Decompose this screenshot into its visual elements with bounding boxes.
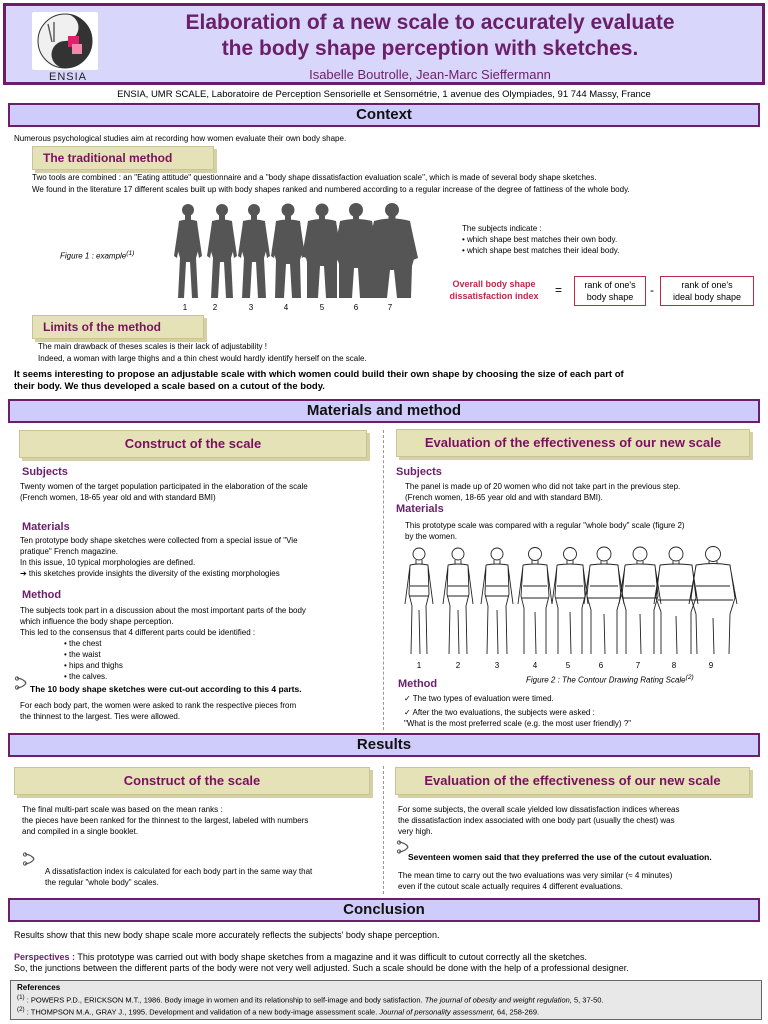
list-item-calves: • the calves. xyxy=(64,672,108,681)
fig2-num-9: 9 xyxy=(708,661,714,670)
section-materials-method: Materials and method xyxy=(8,399,760,423)
left-subjects-p2: (French women, 18-65 year old and with standard BMI) xyxy=(20,493,216,502)
cutout-statement: The 10 body shape sketches were cut-out according to this 4 parts. xyxy=(30,684,302,694)
fig2-num-5: 5 xyxy=(565,661,571,670)
traditional-p1: Two tools are combined : an "Eating attitude" questionnaire and a "body shape dissatisfaction evaluation scale", which is made of several body shape sketches. xyxy=(32,173,597,182)
results-right-time xyxy=(398,870,764,892)
logo-text: ENSIA xyxy=(48,71,87,83)
references-box xyxy=(10,980,762,1020)
authors: Isabelle Boutrolle, Jean-Marc Sieffermann xyxy=(309,67,551,82)
list-item-hips: • hips and thighs xyxy=(64,661,123,670)
left-materials-p1: Ten prototype body shape sketches were collected from a special issue of "Vie xyxy=(20,536,298,545)
left-rank-p1: For each body part, the women were asked to rank the respective pieces from xyxy=(20,701,297,710)
results-left-p5: the regular "whole body" scales. xyxy=(45,878,159,887)
reference-1: $^{(1)}$ : POWERS P.D., ERICKSON M.T., 1986. Body image in women and its relationship to self-image and body satisfaction. The journal of obesity and weight regulation, 5, 37-50. xyxy=(17,993,604,1004)
tab-construct-scale: Construct of the scale xyxy=(19,430,367,458)
right-subjects-heading: Subjects xyxy=(396,466,442,478)
subjects-indicate-item2: • which shape best matches their ideal body. xyxy=(462,246,620,255)
left-materials-heading: Materials xyxy=(22,521,70,533)
right-method-item2: ✓ After the two evaluations, the subjects were asked : xyxy=(404,708,595,717)
section-conclusion: Conclusion xyxy=(8,898,760,922)
left-materials-text xyxy=(20,535,380,579)
title-line-2: the body shape perception with sketches. xyxy=(221,37,639,60)
formula-box-body-shape xyxy=(574,276,646,306)
conclusion-p1: Results show that this new body shape scale more accurately reflects the subjects' body shape perception. xyxy=(14,930,440,940)
column-divider-materials xyxy=(383,430,384,730)
subjects-indicate-item1: • which shape best matches their own body. xyxy=(462,235,618,244)
right-materials-p2: by the women. xyxy=(405,532,458,541)
results-right-text xyxy=(398,804,764,837)
formula-label-line1: Overall body shape xyxy=(452,279,536,289)
results-right-p5: even if the cutout scale actually requires 4 different evaluations. xyxy=(398,882,623,891)
subjects-indicate-head: The subjects indicate : xyxy=(462,224,542,233)
ensia-logo xyxy=(32,12,98,70)
left-method-p2: which influence the body shape perception. xyxy=(20,617,174,626)
perspectives-label: Perspectives : xyxy=(14,952,76,962)
references-heading: References xyxy=(17,983,61,992)
list-item-chest: • the chest xyxy=(64,639,102,648)
subjects-indicate xyxy=(462,223,762,256)
formula-box1-line2: body shape xyxy=(586,292,634,302)
context-intro: Numerous psychological studies aim at recording how women evaluate their own body shape. xyxy=(14,134,347,143)
left-method-text xyxy=(20,605,380,638)
limits-p2: Indeed, a woman with large thighs and a thin chest would hardly identify herself on the scale. xyxy=(38,354,367,363)
figure1-caption: Figure 1 : example$^{(1)}$ xyxy=(60,250,135,261)
left-method-p1: The subjects took part in a discussion about the most important parts of the body xyxy=(20,606,306,615)
section-results: Results xyxy=(8,733,760,757)
results-left-index xyxy=(45,866,385,888)
figure1-silhouettes xyxy=(168,200,418,312)
formula-equals: = xyxy=(555,283,563,297)
results-left-p3: and compiled in a single booklet. xyxy=(22,827,139,836)
fig1-num-7: 7 xyxy=(387,303,393,312)
results-right-p1: For some subjects, the overall scale yielded low dissatisfaction indices whereas xyxy=(398,805,680,814)
formula-box1-line1: rank of one's xyxy=(584,280,636,290)
figure2-caption: Figure 2 : The Contour Drawing Rating Scale$^{(2)}$ xyxy=(526,674,694,685)
right-materials-heading: Materials xyxy=(396,503,444,515)
formula-box-ideal-shape xyxy=(660,276,754,306)
fig1-num-4: 4 xyxy=(283,303,289,312)
fig2-num-1: 1 xyxy=(416,661,422,670)
results-right-p2: the dissatisfaction index associated with one body part (usually the chest) was xyxy=(398,816,675,825)
formula-label-line2: dissatisfaction index xyxy=(449,291,539,301)
scissors-icon-2 xyxy=(22,852,36,866)
fig2-num-4: 4 xyxy=(532,661,538,670)
tab-results-evaluation: Evaluation of the effectiveness of our new scale xyxy=(395,767,750,795)
scissors-icon xyxy=(14,676,28,690)
tab-results-construct: Construct of the scale xyxy=(14,767,370,795)
fig2-num-3: 3 xyxy=(494,661,500,670)
right-method-item3: "What is the most preferred scale (e.g. the most user friendly) ?" xyxy=(404,719,632,728)
results-right-p4: The mean time to carry out the two evaluations was very similar (≈ 4 minutes) xyxy=(398,871,673,880)
context-conclusion-line1: It seems interesting to propose an adjustable scale with which women could build their own shape by choosing the size of each part of xyxy=(14,369,624,380)
left-subjects-p1: Twenty women of the target population participated in the elaboration of the scale xyxy=(20,482,308,491)
fig2-num-7: 7 xyxy=(635,661,641,670)
fig1-num-5: 5 xyxy=(319,303,325,312)
results-left-p4: A dissatisfaction index is calculated for each body part in the same way that xyxy=(45,867,313,876)
right-materials-text xyxy=(405,520,765,542)
left-materials-p2: pratique" French magazine. xyxy=(20,547,119,556)
fig1-num-2: 2 xyxy=(212,303,218,312)
left-rank-text xyxy=(20,700,380,722)
preference-statement: Seventeen women said that they preferred the use of the cutout evaluation. xyxy=(408,852,712,862)
right-method-item1: ✓ The two types of evaluation were timed. xyxy=(404,694,554,703)
results-left-p2: the pieces have been ranked for the thinnest to the largest, labeled with numbers xyxy=(22,816,309,825)
formula-label xyxy=(438,278,550,302)
traditional-p2: We found in the literature 17 different scales built up with body shapes ranked and numbered according to a regular increase of the degree of fattiness of the whole body. xyxy=(32,185,630,194)
affiliation: ENSIA, UMR SCALE, Laboratoire de Perception Sensorielle et Sensométrie, 1 avenue des Olympiades, 91 744 Massy, France xyxy=(117,89,651,100)
conclusion-p3: So, the junctions between the different parts of the body were not very well adjusted. Such a scale should be done with the help of a professional designer. xyxy=(14,963,629,973)
left-materials-p4: ➔ this sketches provide insights the diversity of the existing morphologies xyxy=(20,569,280,578)
logo-emblem-icon xyxy=(32,12,98,70)
formula-box2-line1: rank of one's xyxy=(681,280,733,290)
left-rank-p2: the thinnest to the largest. Ties were allowed. xyxy=(20,712,181,721)
right-materials-p1: This prototype scale was compared with a regular "whole body" scale (figure 2) xyxy=(405,521,685,530)
poster-title xyxy=(110,10,750,62)
fig2-num-8: 8 xyxy=(671,661,677,670)
reference-2: $^{(2)}$ : THOMPSON M.A., GRAY J., 1995. Development and validation of a new body-image assessment scale. Journal of personality assessment, 64, 258-269. xyxy=(17,1005,540,1016)
left-materials-p3: In this issue, 10 typical morphologies are defined. xyxy=(20,558,196,567)
left-method-list xyxy=(64,638,264,682)
fig1-num-3: 3 xyxy=(248,303,254,312)
title-line-1: Elaboration of a new scale to accurately evaluate xyxy=(185,11,675,34)
context-conclusion xyxy=(14,369,754,393)
fig2-num-2: 2 xyxy=(455,661,461,670)
results-left-p1: The final multi-part scale was based on the mean ranks : xyxy=(22,805,223,814)
tab-limits-method: Limits of the method xyxy=(32,315,204,339)
figure2-sketches xyxy=(398,544,760,672)
conclusion-perspectives xyxy=(14,951,762,963)
fig2-num-6: 6 xyxy=(598,661,604,670)
tab-traditional-method: The traditional method xyxy=(32,146,214,170)
left-method-heading: Method xyxy=(22,589,62,601)
right-subjects-p2: (French women, 18-65 year old and with standard BMI). xyxy=(405,493,603,502)
section-context: Context xyxy=(8,103,760,127)
tab-evaluation-effectiveness: Evaluation of the effectiveness of our new scale xyxy=(396,429,750,457)
list-item-waist: • the waist xyxy=(64,650,101,659)
fig1-num-6: 6 xyxy=(353,303,359,312)
formula-minus: - xyxy=(650,283,654,297)
right-subjects-text xyxy=(405,481,765,503)
results-left-text xyxy=(22,804,377,837)
left-subjects-text xyxy=(20,481,380,503)
right-subjects-p1: The panel is made up of 20 women who did not take part in the previous step. xyxy=(405,482,681,491)
formula-box2-line2: ideal body shape xyxy=(672,292,742,302)
right-method-heading: Method xyxy=(398,678,438,690)
results-right-p3: very high. xyxy=(398,827,433,836)
left-method-p3: This led to the consensus that 4 different parts could be identified : xyxy=(20,628,256,637)
limits-p1: The main drawback of theses scales is their lack of adjustability ! xyxy=(38,342,267,351)
context-conclusion-line2: their body. We thus developed a scale based on a cutout of the body. xyxy=(14,381,325,392)
perspectives-text: This prototype was carried out with body shape sketches from a magazine and it was difficult to cutout correctly all the sketches. xyxy=(75,952,587,962)
left-subjects-heading: Subjects xyxy=(22,466,68,478)
fig1-num-1: 1 xyxy=(182,303,188,312)
